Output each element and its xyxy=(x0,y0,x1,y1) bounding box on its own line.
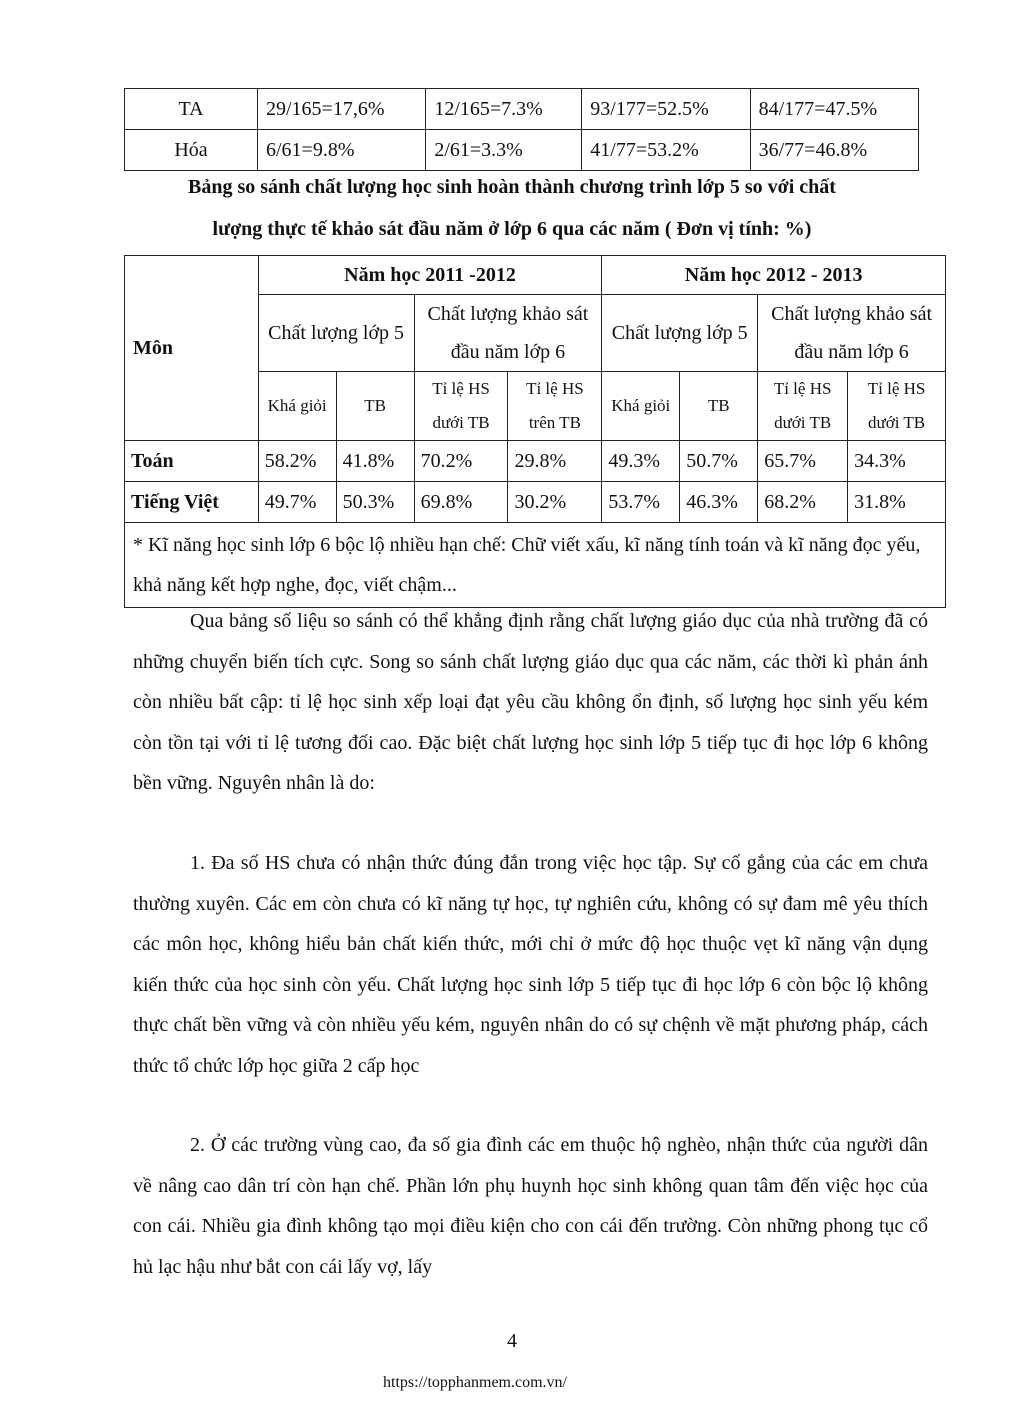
table-cell: 6/61=9.8% xyxy=(258,130,426,171)
table-cell: 49.7% xyxy=(258,482,336,523)
paragraph-2: 1. Đa số HS chưa có nhận thức đúng đắn trong việc học tập. Sự cố gắng của các em chưa thường xuyên. Các em còn chưa có kĩ năng tự học, tự nghiên cứu, không có sự đam mê yêu thích các môn học, không hiểu bản chất kiến thức, mới chỉ ở mức độ học thuộc vẹt kĩ năng vận dụng kiến thức của học sinh còn yếu. Chất lượng học sinh lớp 5 tiếp tục đi học lớp 6 còn bộc lộ không thực chất bền vững và còn nhiều yếu kém, nguyên nhân do có sự chệnh về mặt phương pháp, cách thức tổ chức lớp học giữa 2 cấp học xyxy=(133,852,928,1077)
subject-header: Môn xyxy=(125,256,259,441)
year-header-2011: Năm học 2011 -2012 xyxy=(258,256,602,295)
table-cell: 31.8% xyxy=(848,482,946,523)
table-row xyxy=(125,482,946,523)
subject-cell: Tiếng Việt xyxy=(125,482,259,523)
table-header-row xyxy=(125,256,946,295)
subject-cell: TA xyxy=(125,89,258,130)
table-cell: 49.3% xyxy=(602,441,680,482)
survey-quality-header: Chất lượng khảo sát đầu năm lớp 6 xyxy=(758,295,946,372)
table-cell: 58.2% xyxy=(258,441,336,482)
table-row xyxy=(125,441,946,482)
table-cell: 30.2% xyxy=(508,482,602,523)
subheader-cell: Tỉ lệ HS trên TB xyxy=(508,372,602,441)
table-cell: 93/177=52.5% xyxy=(582,89,750,130)
table-cell: 29.8% xyxy=(508,441,602,482)
comparison-table xyxy=(124,255,946,608)
table-cell: 41/77=53.2% xyxy=(582,130,750,171)
table-cell: 50.3% xyxy=(336,482,414,523)
subheader-cell: Tỉ lệ HS dưới TB xyxy=(414,372,508,441)
survey-quality-header: Chất lượng khảo sát đầu năm lớp 6 xyxy=(414,295,602,372)
subheader-cell: Tỉ lệ HS dưới TB xyxy=(758,372,848,441)
table-row xyxy=(125,130,919,171)
grade5-quality-header: Chất lượng lớp 5 xyxy=(602,295,758,372)
subheader-cell: TB xyxy=(336,372,414,441)
page-number: 4 xyxy=(507,1330,517,1352)
subheader-cell: Khá giỏi xyxy=(258,372,336,441)
table-note-row xyxy=(125,523,946,608)
table-cell: 36/77=46.8% xyxy=(750,130,918,171)
subheader-cell: Khá giỏi xyxy=(602,372,680,441)
year-header-2012: Năm học 2012 - 2013 xyxy=(602,256,946,295)
table-row xyxy=(125,89,919,130)
table-caption-line-1: Bảng so sánh chất lượng học sinh hoàn thành chương trình lớp 5 so với chất xyxy=(188,176,836,198)
footer-url: https://topphanmem.com.vn/ xyxy=(383,1374,567,1391)
table-cell: 50.7% xyxy=(680,441,758,482)
subject-cell: Toán xyxy=(125,441,259,482)
table-cell: 2/61=3.3% xyxy=(426,130,582,171)
paragraph-1: Qua bảng số liệu so sánh có thể khẳng định rằng chất lượng giáo dục của nhà trường đã có những chuyển biến tích cực. Song so sánh chất lượng giáo dục qua các năm, các thời kì phản ánh còn nhiều bất cập: tỉ lệ học sinh xếp loại đạt yêu cầu không ổn định, số lượng học sinh yếu kém còn tồn tại với tỉ lệ tương đối cao. Đặc biệt chất lượng học sinh lớp 5 tiếp tục đi học lớp 6 không bền vững. Nguyên nhân là do: xyxy=(133,610,928,794)
table-cell: 46.3% xyxy=(680,482,758,523)
table-note: * Kĩ năng học sinh lớp 6 bộc lộ nhiều hạn chế: Chữ viết xấu, kĩ năng tính toán và kĩ năng đọc yếu, khả năng kết hợp nghe, đọc, viết chậm... xyxy=(125,523,946,608)
table-cell: 69.8% xyxy=(414,482,508,523)
subject-cell: Hóa xyxy=(125,130,258,171)
table-cell: 53.7% xyxy=(602,482,680,523)
grade5-quality-header: Chất lượng lớp 5 xyxy=(258,295,414,372)
table-cell: 70.2% xyxy=(414,441,508,482)
table-cell: 68.2% xyxy=(758,482,848,523)
table-caption-line-2: lượng thực tế khảo sát đầu năm ở lớp 6 qua các năm ( Đơn vị tính: %) xyxy=(212,218,812,240)
table-cell: 12/165=7.3% xyxy=(426,89,582,130)
table-cell: 41.8% xyxy=(336,441,414,482)
table-cell: 65.7% xyxy=(758,441,848,482)
subheader-cell: TB xyxy=(680,372,758,441)
table-cell: 29/165=17,6% xyxy=(258,89,426,130)
table-cell: 34.3% xyxy=(848,441,946,482)
paragraph-3: 2. Ở các trường vùng cao, đa số gia đình các em thuộc hộ nghèo, nhận thức của người dân về nâng cao dân trí còn hạn chế. Phần lớn phụ huynh học sinh không quan tâm đến việc học của con cái. Nhiều gia đình không tạo mọi điều kiện cho con cái đến trường. Còn những phong tục cổ hủ lạc hậu như bắt con cái lấy vợ, lấy xyxy=(133,1134,928,1278)
subheader-cell: Tỉ lệ HS dưới TB xyxy=(848,372,946,441)
table-cell: 84/177=47.5% xyxy=(750,89,918,130)
results-table xyxy=(124,88,919,171)
